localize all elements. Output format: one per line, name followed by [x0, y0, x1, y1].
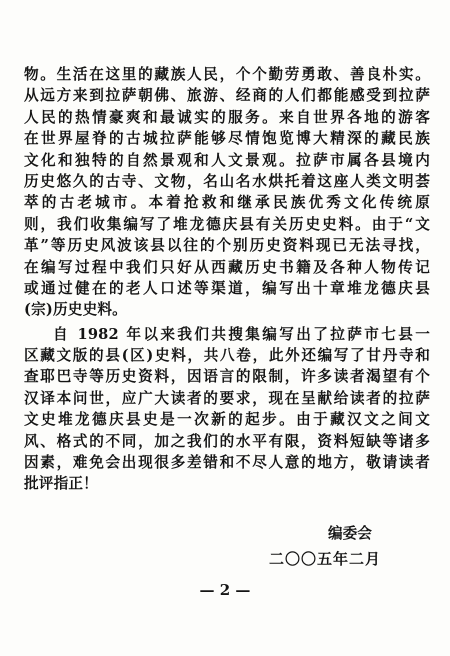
text-line: 萃的古老城市。本着抢救和继承民族优秀文化传统原	[24, 194, 430, 212]
paragraph-1	[24, 64, 430, 321]
text-line: 则，我们收集编写了堆龙德庆县有关历史史料。由于“文	[24, 215, 430, 233]
text-line: 区藏文版的县(区)史料，共八卷，此外还编写了甘丹寺和	[24, 347, 430, 365]
text-line: 或通过健在的老人口述等渠道，编写出十章堆龙德庆县	[24, 279, 430, 297]
text-line: 在编写过程中我们只好从西藏历史书籍及各种人物传记	[24, 258, 430, 276]
text-line: 自 1982 年以来我们共搜集编写出了拉萨市七县一	[53, 325, 430, 343]
text-line: 查耶巴寺等历史资料，因语言的限制，许多读者渴望有个	[24, 368, 430, 386]
signature: 编委会	[328, 525, 372, 542]
text-line: 文史堆龙德庆县史是一次新的起步。由于藏汉文之间文	[24, 411, 430, 429]
text-line: 批评指正！	[24, 475, 98, 493]
text-line: 人民的热情豪爽和最诚实的服务。来自世界各地的游客	[24, 108, 430, 126]
page-number: — 2 —	[199, 581, 251, 599]
body-text	[24, 64, 430, 495]
date: 二〇〇五年二月	[269, 550, 382, 568]
text-line: 汉译本问世，应广大读者的要求，现在呈献给读者的拉萨	[24, 389, 430, 407]
text-line: 因素，难免会出现很多差错和不尽人意的地方，敬请读者	[24, 454, 430, 472]
text-line: 物。生活在这里的藏族人民，个个勤劳勇敢、善良朴实。	[24, 66, 430, 83]
text-line: 风、格式的不同，加之我们的水平有限，资料短缺等诸多	[24, 432, 430, 450]
text-line: 文化和独特的自然景观和人文景观。拉萨市属各县境内	[24, 151, 430, 169]
text-line: 历史悠久的古寺、文物，名山名水烘托着这座人类文明荟	[24, 172, 430, 190]
paragraph-2	[24, 324, 430, 495]
text-line: 在世界屋脊的古城拉萨能够尽情饱览博大精深的藏民族	[24, 130, 430, 148]
text-line: (宗)历史史料。	[24, 301, 127, 319]
text-line: 从远方来到拉萨朝佛、旅游、经商的人们都能感受到拉萨	[24, 87, 430, 105]
text-line: 革”等历史风波该县以往的个别历史资料现已无法寻找，	[24, 237, 430, 255]
